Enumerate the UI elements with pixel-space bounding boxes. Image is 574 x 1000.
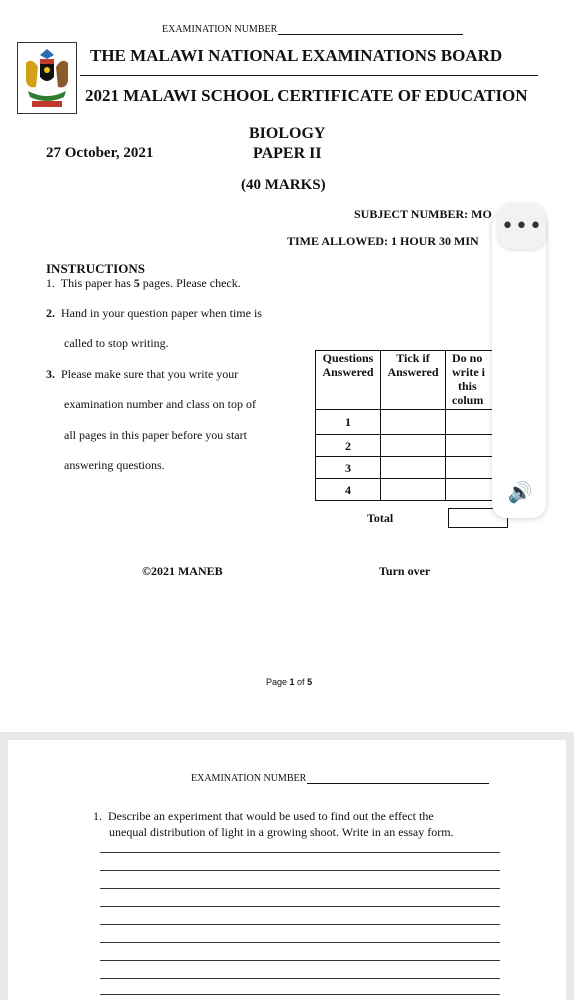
instruction-3-cont-1: examination number and class on top of: [64, 397, 256, 411]
instructions-heading: INSTRUCTIONS: [46, 261, 145, 276]
instruction-number: 2.: [46, 306, 55, 320]
answer-line: [100, 942, 500, 943]
certificate-title: 2021 MALAWI SCHOOL CERTIFICATE OF EDUCATION: [85, 86, 528, 105]
total-pages: 5: [307, 677, 313, 687]
subject-number: SUBJECT NUMBER: MO: [354, 207, 492, 221]
exam-date: 27 October, 2021: [46, 145, 154, 161]
read-aloud-speaker-icon: 🔊: [507, 480, 533, 504]
instruction-3-cont-3: answering questions.: [64, 458, 165, 472]
header-text: this: [458, 379, 477, 393]
floating-tool-panel: [492, 212, 546, 518]
header-questions-answered: [316, 351, 381, 410]
header-text: Do no: [452, 351, 483, 365]
tick-cell: [381, 457, 446, 479]
instruction-2-cont: called to stop writing.: [64, 336, 169, 350]
page-count-emphasis: 5: [133, 276, 140, 290]
exam-number-blank: [307, 783, 489, 784]
page-number: [266, 677, 312, 687]
header-text: colum: [452, 393, 484, 407]
exam-number-blank: [278, 34, 463, 35]
time-allowed: TIME ALLOWED: 1 HOUR 30 MIN: [287, 234, 479, 248]
turn-over-note: Turn over: [379, 564, 431, 578]
questions-answered-table: [315, 350, 508, 501]
instruction-number: 3.: [46, 367, 55, 381]
question-number: 1.: [93, 809, 102, 823]
question-text: Describe an experiment that would be used to find out the effect the: [108, 809, 434, 823]
malawi-coat-of-arms-logo: [17, 42, 77, 114]
header-tick-if-answered: [381, 351, 446, 410]
tick-cell: [381, 435, 446, 457]
page-number-text: Page: [266, 677, 290, 687]
header-divider: [80, 75, 538, 76]
header-text: write i: [452, 365, 485, 379]
instruction-text: This paper has: [60, 276, 134, 290]
header-text: Questions: [322, 351, 374, 365]
copyright-notice: ©2021 MANEB: [142, 564, 223, 578]
header-text: Tick if: [396, 351, 430, 365]
header-text: Answered: [322, 365, 374, 379]
answer-line: [100, 924, 500, 925]
subject-title: BIOLOGY: [249, 125, 326, 142]
table-row: [316, 479, 509, 501]
question-number-cell: 4: [316, 479, 381, 501]
question-1-cont: unequal distribution of light in a growing shoot. Write in an essay form.: [109, 825, 454, 839]
instruction-number: 1.: [46, 276, 55, 290]
instruction-1: [46, 276, 241, 291]
instruction-2: [46, 306, 262, 321]
paper-number: PAPER II: [253, 145, 322, 162]
tick-cell: [381, 479, 446, 501]
table-row: [316, 457, 509, 479]
answer-line: [100, 994, 500, 995]
table-row: [316, 410, 509, 435]
page-number-text: of: [294, 677, 308, 687]
exam-number-field: [162, 24, 463, 35]
total-marks: (40 MARKS): [241, 177, 326, 193]
question-number-cell: 1: [316, 410, 381, 435]
instruction-text: Please make sure that you write your: [61, 367, 239, 381]
tick-cell: [381, 410, 446, 435]
total-label: Total: [367, 511, 394, 525]
current-page: 1: [289, 677, 295, 687]
question-1: [93, 809, 434, 824]
document-page-2: [8, 740, 566, 1000]
board-name: THE MALAWI NATIONAL EXAMINATIONS BOARD: [90, 46, 503, 65]
answer-line: [100, 852, 500, 853]
answer-line: [100, 888, 500, 889]
answer-line: [100, 870, 500, 871]
question-number-cell: 3: [316, 457, 381, 479]
table-header-row: [316, 351, 509, 410]
instruction-3-cont-2: all pages in this paper before you start: [64, 428, 247, 442]
answer-line: [100, 960, 500, 961]
question-number-cell: 2: [316, 435, 381, 457]
exam-number-field: [191, 773, 489, 784]
answer-line: [100, 906, 500, 907]
exam-number-label: EXAMINATION NUMBER: [191, 773, 307, 784]
answer-line: [100, 978, 500, 979]
instruction-3: [46, 367, 238, 382]
read-aloud-button[interactable]: [500, 474, 540, 510]
header-text: Answered: [387, 365, 439, 379]
more-options-button[interactable]: [498, 203, 546, 249]
instruction-text: Hand in your question paper when time is: [61, 306, 262, 320]
instruction-text: pages. Please check.: [139, 276, 241, 290]
more-horizontal-icon: •••: [501, 213, 543, 239]
table-row: [316, 435, 509, 457]
exam-number-label: EXAMINATION NUMBER: [162, 24, 278, 35]
